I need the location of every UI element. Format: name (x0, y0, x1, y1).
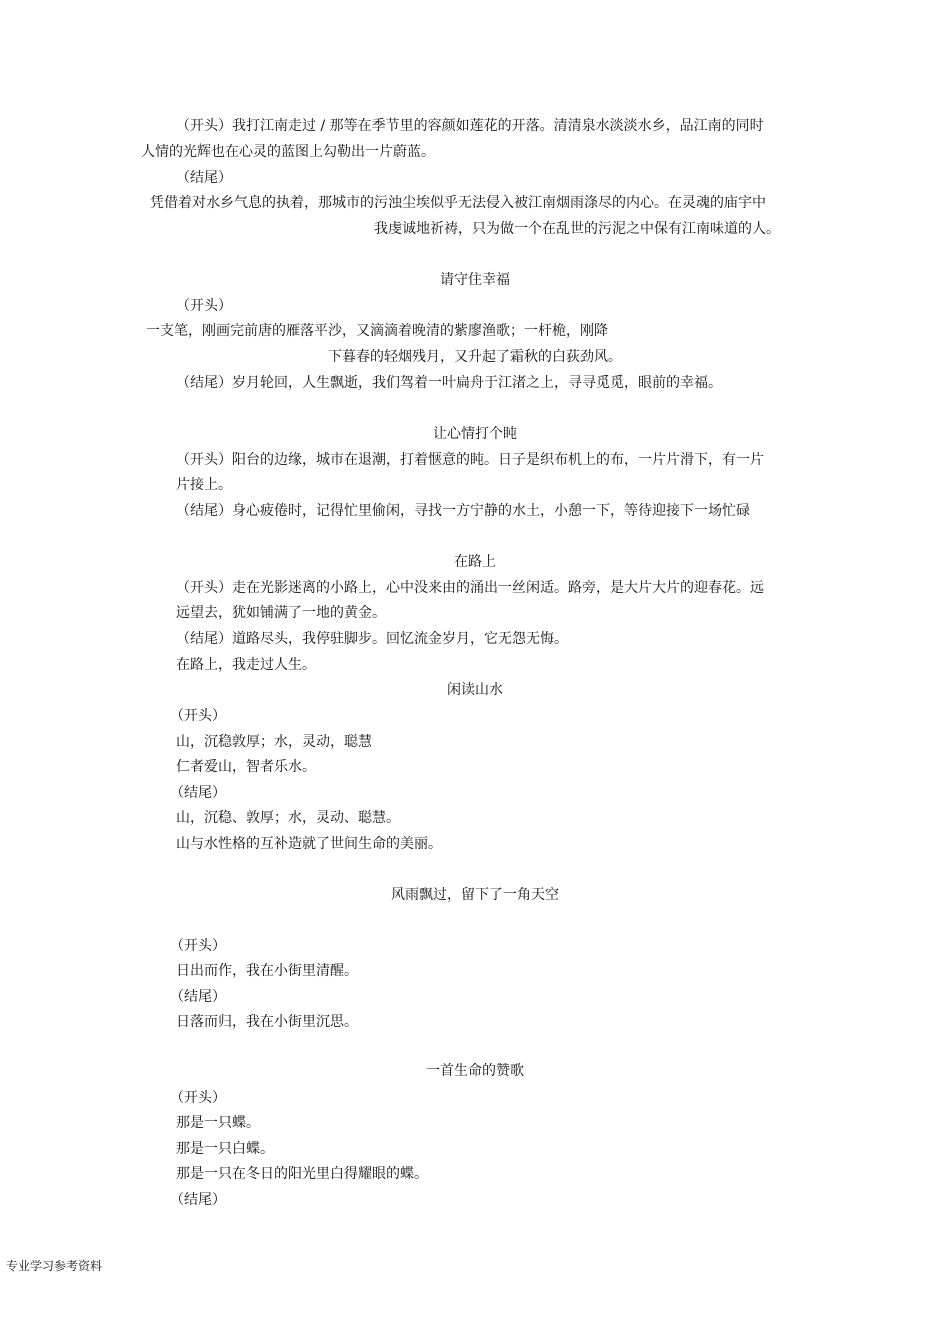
shanshui-opening-line-1: 山，沉稳敦厚；水，灵动，聪慧 (176, 734, 372, 750)
jiangnan-ending-label: （结尾） (176, 170, 232, 186)
section-title-zange: 一首生命的赞歌 (426, 1063, 524, 1079)
lushang-opening-line-1: （开头）走在光影迷离的小路上，心中没来由的涌出一丝闲适。路旁，是大片大片的迎春花。远 (176, 580, 764, 596)
shanshui-opening-line-2: 仁者爱山，智者乐水。 (176, 759, 316, 775)
section-title-shanshui: 闲读山水 (447, 682, 503, 698)
shanshui-ending-line-2: 山与水性格的互补造就了世间生命的美丽。 (176, 836, 442, 852)
zange-opening-line-2: 那是一只白蝶。 (176, 1141, 274, 1157)
fengyu-opening-line-1: 日出而作，我在小街里清醒。 (176, 963, 358, 979)
section-title-xingfu: 请守住幸福 (440, 272, 510, 288)
lushang-ending-line-2: 在路上，我走过人生。 (176, 657, 316, 673)
fengyu-ending-line-1: 日落而归，我在小街里沉思。 (176, 1014, 358, 1030)
section-title-fengyu: 风雨飘过，留下了一角天空 (391, 887, 559, 903)
xingfu-opening-line-2: 下暮春的轻烟残月，又升起了霜秋的白荻劲风。 (328, 349, 622, 365)
zange-ending-label: （结尾） (170, 1192, 226, 1208)
dun-opening-line-2: 片接上。 (176, 477, 232, 493)
lushang-opening-line-2: 远望去，犹如铺满了一地的黄金。 (176, 605, 386, 621)
shanshui-opening-label: （开头） (170, 708, 226, 724)
jiangnan-opening-line-2: 人情的光辉也在心灵的蓝图上勾勒出一片蔚蓝。 (141, 144, 435, 160)
shanshui-ending-line-1: 山，沉稳、敦厚；水，灵动、聪慧。 (176, 810, 400, 826)
jiangnan-ending-line-1: 凭借着对水乡气息的执着，那城市的污浊尘埃似乎无法侵入被江南烟雨涤尽的内心。在灵魂的庙宇中 (150, 195, 766, 211)
dun-ending-line-1: （结尾）身心疲倦时，记得忙里偷闲，寻找一方宁静的水土，小憩一下，等待迎接下一场忙碌 (176, 503, 750, 519)
jiangnan-opening-line-1: （开头）我打江南走过 / 那等在季节里的容颜如莲花的开落。清清泉水淡淡水乡，品江南的同时 (176, 118, 764, 134)
xingfu-opening-line-1: 一支笔，刚画完前唐的雁落平沙，又滴滴着晚清的紫廖渔歌；一杆桅，刚降 (146, 323, 608, 339)
section-title-dun: 让心情打个盹 (433, 426, 517, 442)
xingfu-opening-label: （开头） (176, 298, 232, 314)
zange-opening-line-1: 那是一只蝶。 (176, 1115, 260, 1131)
zange-opening-label: （开头） (170, 1090, 226, 1106)
fengyu-ending-label: （结尾） (170, 989, 226, 1005)
fengyu-opening-label: （开头） (170, 938, 226, 954)
section-title-lushang: 在路上 (454, 554, 496, 570)
xingfu-ending-line-1: （结尾）岁月轮回，人生飘逝，我们驾着一叶扁舟于江渚之上，寻寻觅觅，眼前的幸福。 (176, 375, 722, 391)
page-footer: 专业学习参考资料 (6, 1259, 103, 1273)
jiangnan-ending-line-2: 我虔诚地祈祷，只为做一个在乱世的污泥之中保有江南味道的人。 (374, 221, 780, 237)
zange-opening-line-3: 那是一只在冬日的阳光里白得耀眼的蝶。 (176, 1166, 428, 1182)
lushang-ending-line-1: （结尾）道路尽头，我停驻脚步。回忆流金岁月，它无怨无悔。 (176, 631, 568, 647)
dun-opening-line-1: （开头）阳台的边缘，城市在退潮，打着惬意的盹。日子是织布机上的布，一片片滑下，有一片 (176, 452, 764, 468)
shanshui-ending-label: （结尾） (170, 785, 226, 801)
